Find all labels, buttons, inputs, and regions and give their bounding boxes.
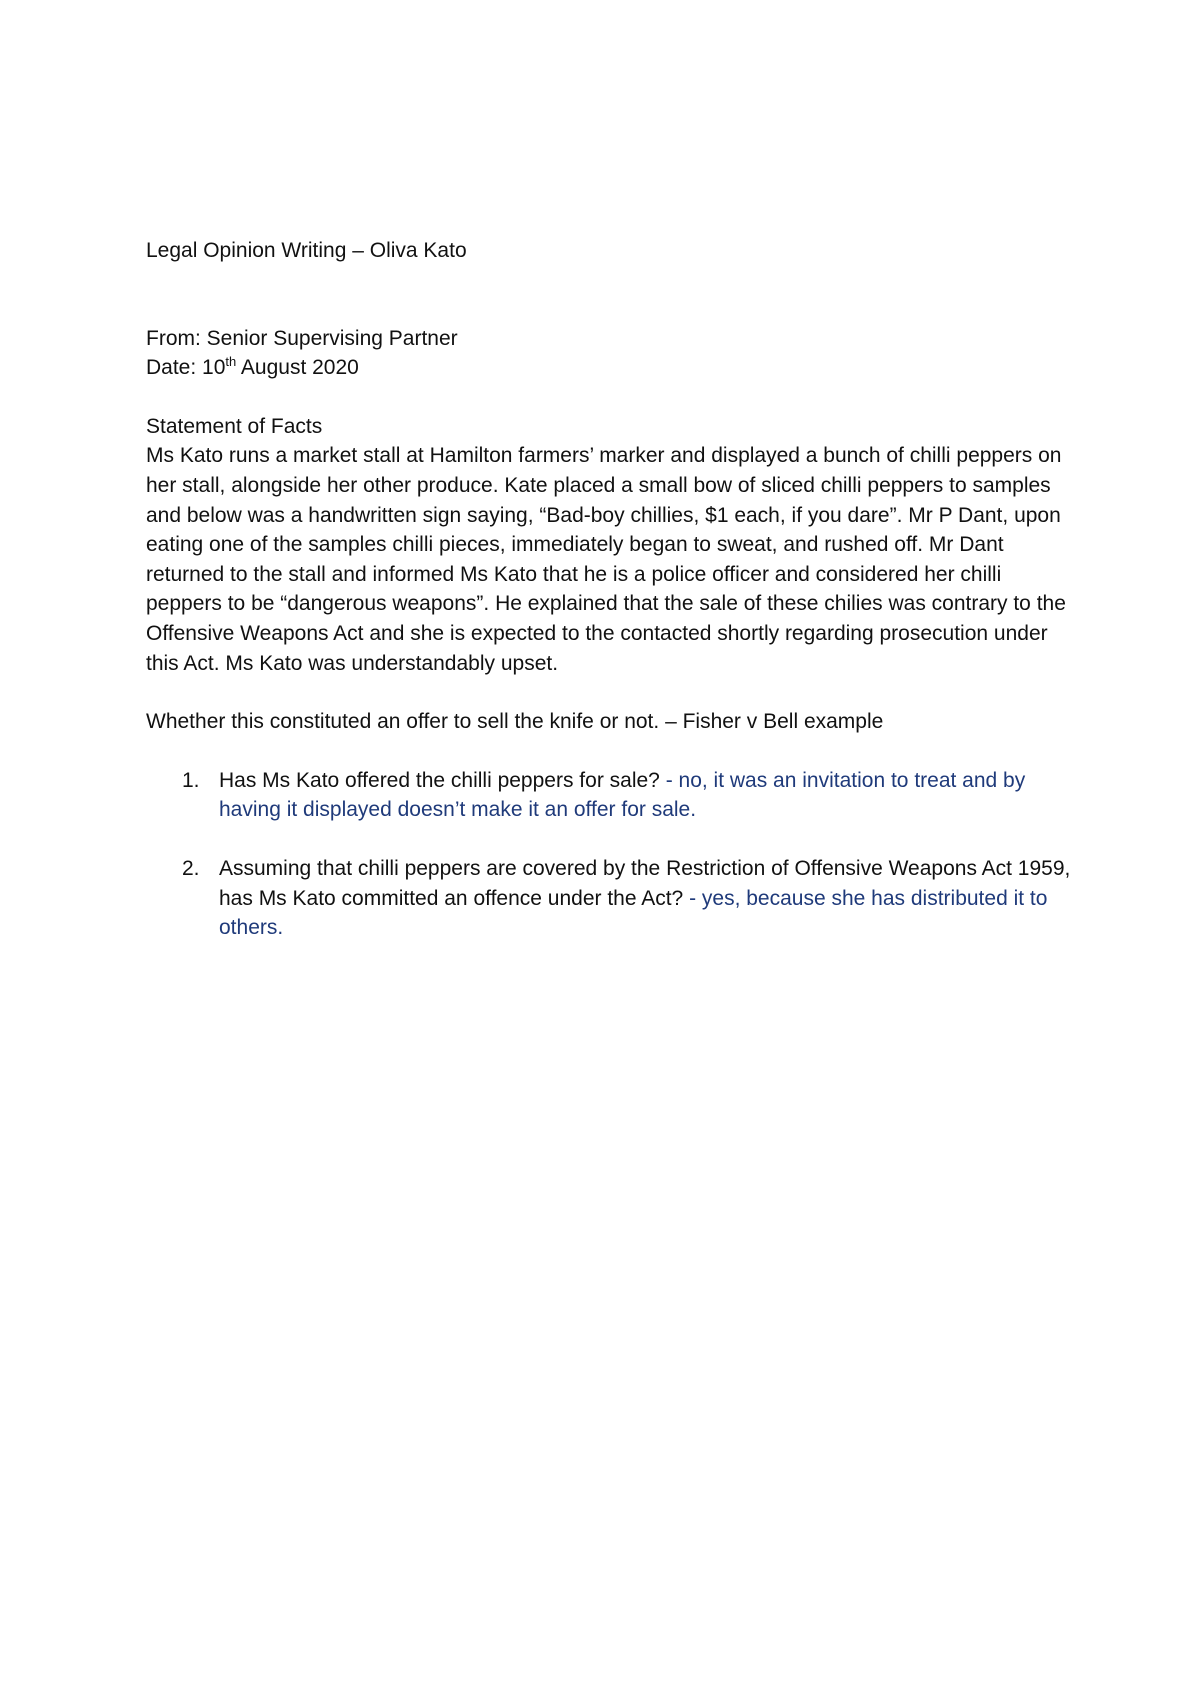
question-text: Has Ms Kato offered the chilli peppers for sale? — [219, 768, 666, 792]
spacer — [146, 678, 1076, 707]
question-number: 2. — [182, 856, 200, 880]
answer-text: - yes, because she has distributed it to others. — [219, 886, 1048, 940]
document-content — [146, 236, 1076, 943]
list-item — [146, 854, 1076, 943]
question-number: 1. — [182, 768, 200, 792]
document-title: Legal Opinion Writing – Oliva Kato — [146, 239, 467, 262]
from-line: From: Senior Supervising Partner — [146, 326, 458, 350]
facts-paragraph: Ms Kato runs a market stall at Hamilton farmers’ marker and displayed a bunch of chilli peppers on her stall, alongside her other produce. Kate placed a small bow of sliced chilli peppers to samples and below was a handwritten sign saying, “Bad-boy chillies, $1 each, if you dare”. Mr P Dant, upon eating one of the samples chilli pieces, immediately began to sweat, and rushed off. Mr Dant returned to the stall and informed Ms Kato that he is a police officer and considered her chilli peppers to be “dangerous weapons”. He explained that the sale of these chilies was contrary to the Offensive Weapons Act and she is expected to the contacted shortly regarding prosecution under this Act. Ms Kato was understandably upset. — [146, 444, 1066, 675]
date-ordinal: th — [225, 354, 237, 370]
date-line — [146, 353, 1076, 383]
questions-list — [146, 766, 1076, 943]
date-prefix: Date: 10 — [146, 356, 226, 380]
spacer — [146, 383, 1076, 412]
answer-text: - no, it was an invitation to treat and by having it displayed doesn’t make it an offer for sale. — [219, 768, 1026, 822]
list-item — [146, 766, 1076, 825]
facts-heading: Statement of Facts — [146, 414, 323, 438]
spacer — [146, 737, 1076, 766]
spacer — [146, 266, 1076, 324]
date-suffix: August 2020 — [236, 356, 359, 380]
issue-line: Whether this constituted an offer to sell the knife or not. – Fisher v Bell example — [146, 710, 884, 734]
question-text: Assuming that chilli peppers are covered by the Restriction of Offensive Weapons Act 1959, has Ms Kato committed an offence under the Act? — [219, 856, 1071, 910]
